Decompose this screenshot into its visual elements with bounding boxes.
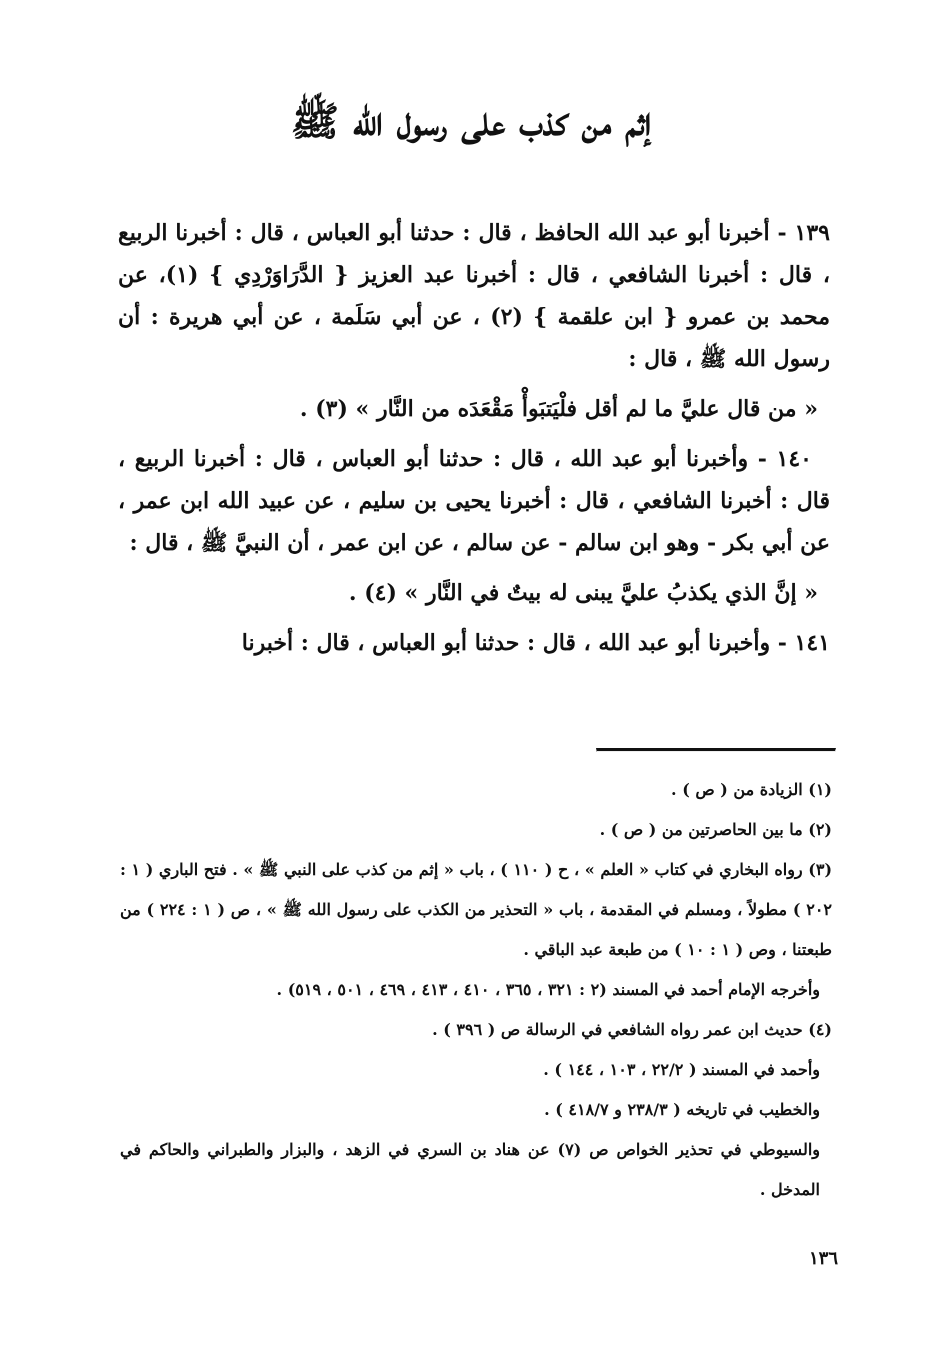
- page-number: ١٣٦: [808, 1248, 838, 1269]
- footnote-divider: [596, 748, 836, 752]
- chapter-title: إثم من كذب على رسول الله ﷺ: [290, 98, 652, 145]
- footnote-4-khatib: والخطيب في تاريخه ( ٢٣٨/٣ و ٤١٨/٧ ) .: [544, 1100, 820, 1119]
- hadith-139-quote: « من قال عليَّ ما لم أقل فلْيَتبَوأْ مَقْعَدَه من النَّار » (٣) .: [299, 396, 818, 422]
- footnote-1: (١) الزيادة من ( ص ) .: [671, 780, 832, 799]
- footnote-4: (٤) حديث ابن عمر رواه الشافعي في الرسالة ص ( ٣٩٦ ) .: [432, 1020, 832, 1039]
- footnote-3: (٣) رواه البخاري في كتاب « العلم » ، ح ( ١١٠ ) ، باب « إثم من كذب على النبي ﷺ » . فتح الباري ( ١ : ٢٠٢ ) مطولاً ، ومسلم في المقدمة ، باب « التحذير من الكذب على رسول الله ﷺ » ، ص ( ١ : ٢٢٤ ) من طبعتنا ، وص ( ١ : ١٠ ) من طبعة عبد الباقي .: [120, 860, 833, 959]
- hadith-text: [118, 212, 830, 664]
- hadith-139: ١٣٩ - أخبرنا أبو عبد الله الحافظ ، قال : حدثنا أبو العباس ، قال : أخبرنا الربيع ، قال : أخبرنا الشافعي ، قال : أخبرنا عبد العزيز { الدَّرَاوَرْدِي } (١)، عن محمد بن عمرو { ابن علقمة } (٢) ، عن أبي سَلَمة ، عن أبي هريرة : أن رسول الله ﷺ ، قال :: [118, 220, 830, 372]
- footnotes: [120, 770, 832, 1210]
- hadith-140-quote: « إنَّ الذي يكذبُ عليَّ يبنى له بيتٌ في النَّار » (٤) .: [348, 580, 818, 606]
- footnote-4-suyuti: والسيوطي في تحذير الخواص ص (٧) عن هناد بن السري في الزهد ، والبزار والطبراني والحاكم في المدخل .: [120, 1140, 820, 1199]
- hadith-140: ١٤٠ - وأخبرنا أبو عبد الله ، قال : حدثنا أبو العباس ، قال : أخبرنا الربيع ، قال : أخبرنا الشافعي ، قال : أخبرنا يحيى بن سليم ، عن عبيد الله ابن عمر ، عن أبي بكر - وهو ابن سالم - عن سالم ، عن ابن عمر ، أن النبيَّ ﷺ ، قال :: [118, 446, 830, 556]
- footnote-4-ahmad: وأحمد في المسند ( ٢٢/٢ ، ١٠٣ ، ١٤٤ ) .: [543, 1060, 820, 1079]
- footnote-2: (٢) ما بين الحاصرتين من ( ص ) .: [599, 820, 832, 839]
- footnote-3-continued: وأخرجه الإمام أحمد في المسند (٢ : ٣٢١ ، ٣٦٥ ، ٤١٠ ، ٤١٣ ، ٤٦٩ ، ٥٠١ ، ٥١٩) .: [276, 980, 820, 999]
- hadith-141: ١٤١ - وأخبرنا أبو عبد الله ، قال : حدثنا أبو العباس ، قال : أخبرنا: [241, 630, 830, 656]
